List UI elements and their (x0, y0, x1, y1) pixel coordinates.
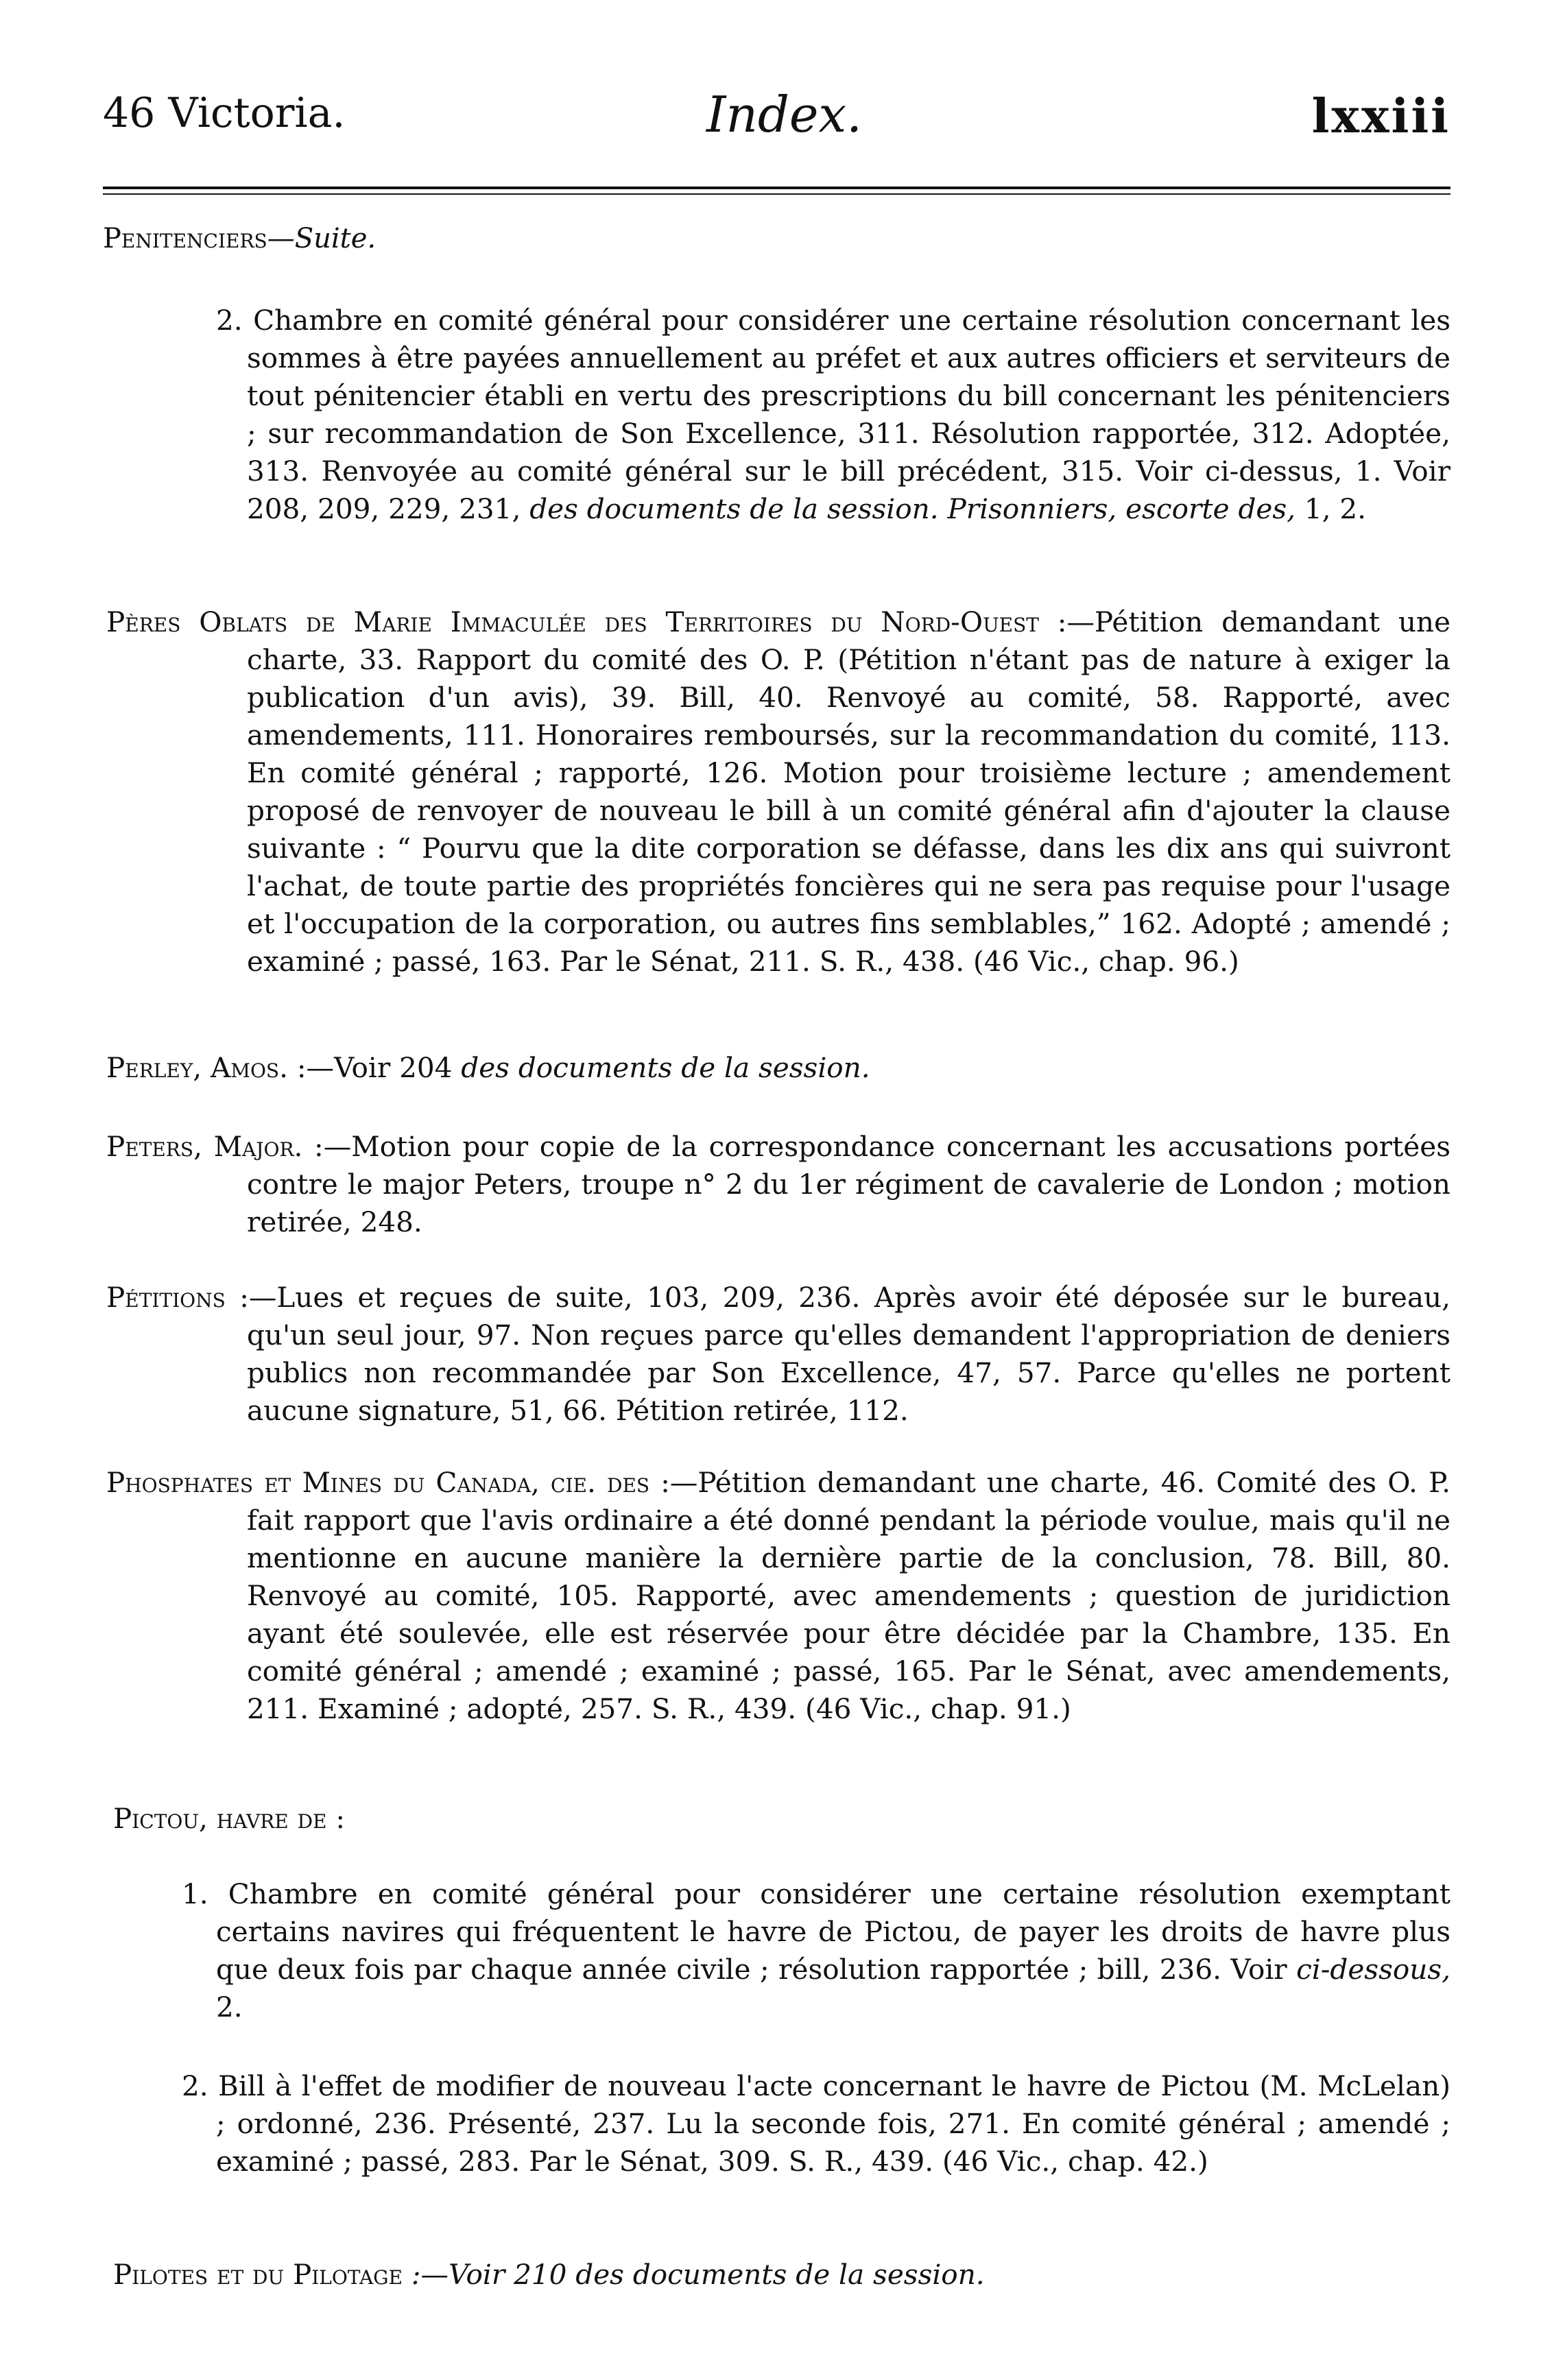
entry-italic-ref: des documents de la session. (461, 1051, 870, 1084)
entry-heading: Pétitions (106, 1281, 226, 1314)
entry-heading: Peters, Major. (106, 1130, 303, 1163)
volume-label: 46 Victoria. (103, 89, 346, 137)
entry-text-end: 2. (216, 1991, 243, 2023)
entry-text: 1. Chambre en comité général pour considérer une certaine résolution exemptant certains navires qui fréquentent le havre de Pictou, de payer les droits de havre plus que deux fois par chaque année civile ; résolution rapportée ; bill, 236. Voir (182, 1877, 1450, 1986)
entry-pictou-item-2 (182, 2067, 1450, 2180)
entry-text: 2. Bill à l'effet de modifier de nouveau l'acte concernant le havre de Pictou (M. McLelan) ; ordonné, 236. Présenté, 237. Lu la seconde fois, 271. En comité général ; amendé ; examiné ; passé, 283. Par le Sénat, 309. S. R., 439. (46 Vic., chap. 42.) (182, 2069, 1450, 2178)
entry-text: :—Voir 204 (287, 1051, 462, 1084)
entry-perley (106, 1049, 1450, 1087)
entry-petitions (106, 1279, 1450, 1430)
entry-penitenciers-item-2 (216, 302, 1450, 528)
entry-heading: Pictou, havre de : (113, 1802, 345, 1835)
entry-italic-ref: des documents de la session. (575, 2258, 985, 2291)
entry-italic-ref: ci-dessous, (1296, 1953, 1450, 1986)
entry-italic-ref: des documents de la session. (529, 492, 939, 525)
entry-text-end: 1, 2. (1296, 492, 1367, 525)
entry-pictou-heading (113, 1800, 799, 1838)
continued-heading (103, 223, 376, 254)
header-rule-thick (103, 187, 1450, 189)
entry-text: :—Pétition demandant une charte, 33. Rapport du comité des O. P. (Pétition n'étant pas de nature à exiger la publication d'un avis), 39. Bill, 40. Renvoyé au comité, 58. Rapporté, avec amendements, 111. Honoraires remboursés, sur la recommandation du comité, 113. En comité général ; rapporté, 126. Motion pour troisième lecture ; amendement proposé de renvoyer de nouveau le bill à un comité général afin d'ajouter la clause suivante : “ Pourvu que la dite corporation se défasse, dans les dix ans qui suivront l'achat, de toute partie des propriétés foncières qui ne sera pas requise pour l'usage et l'occupation de la corporation, ou autres fins semblables,” 162. Adopté ; amendé ; examiné ; passé, 163. Par le Sénat, 211. S. R., 438. (46 Vic., chap. 96.) (247, 605, 1450, 978)
entry-italic-ref-2: Prisonniers, escorte des, (947, 492, 1296, 525)
page-title: Index. (706, 86, 863, 143)
entry-text: :—Motion pour copie de la correspondance concernant les accusations portées contre le major Peters, troupe n° 2 du 1er régiment de cavalerie de London ; motion retirée, 248. (247, 1130, 1450, 1238)
entry-phosphates (106, 1464, 1450, 1728)
entry-heading: Pères Oblats de Marie Immaculée des Territoires du Nord-Ouest (106, 605, 1039, 638)
header-rule-thin (103, 193, 1450, 195)
entry-peters (106, 1128, 1450, 1241)
entry-heading: Perley, Amos. (106, 1051, 288, 1084)
entry-pilotes (113, 2256, 1450, 2294)
entry-heading: Phosphates et Mines du Canada, cie. des (106, 1466, 650, 1499)
page-number: lxxiii (1311, 89, 1450, 144)
entry-heading: Pilotes et du Pilotage (113, 2258, 403, 2291)
entry-text: :—Voir 210 (402, 2258, 576, 2291)
page-header (103, 86, 1450, 165)
entry-text: :—Pétition demandant une charte, 46. Comité des O. P. fait rapport que l'avis ordinaire a été donné pendant la période voulue, mais qu'il ne mentionne en aucune manière la dernière partie de la conclusion, 78. Bill, 80. Renvoyé au comité, 105. Rapporté, avec amendements ; question de juridiction ayant été soulevée, elle est réservée pour être décidée par la Chambre, 135. En comité général ; amendé ; examiné ; passé, 165. Par le Sénat, avec amendements, 211. Examiné ; adopté, 257. S. R., 439. (46 Vic., chap. 91.) (247, 1466, 1450, 1725)
entry-text: 2. Chambre en comité général pour considérer une certaine résolution concernant les sommes à être payées annuellement au préfet et aux autres officiers et serviteurs de tout pénitencier établi en vertu des prescriptions du bill concernant les pénitenciers ; sur recommandation de Son Excellence, 311. Résolution rapportée, 312. Adoptée, 313. Renvoyée au comité général sur le bill précédent, 315. Voir ci-dessus, 1. Voir 208, 209, 229, 231, (216, 304, 1450, 525)
suite-label: —Suite. (267, 223, 377, 254)
entry-pictou-item-1 (182, 1875, 1450, 2026)
entry-text: :—Lues et reçues de suite, 103, 209, 236. Après avoir été déposée sur le bureau, qu'un seul jour, 97. Non reçues parce qu'elles demandent l'appropriation de deniers publics non recommandée par Son Excellence, 47, 57. Parce qu'elles ne portent aucune signature, 51, 66. Pétition retirée, 112. (225, 1281, 1450, 1427)
entry-peres-oblats (106, 603, 1450, 981)
entry-heading-penitenciers: Penitenciers (103, 223, 267, 254)
